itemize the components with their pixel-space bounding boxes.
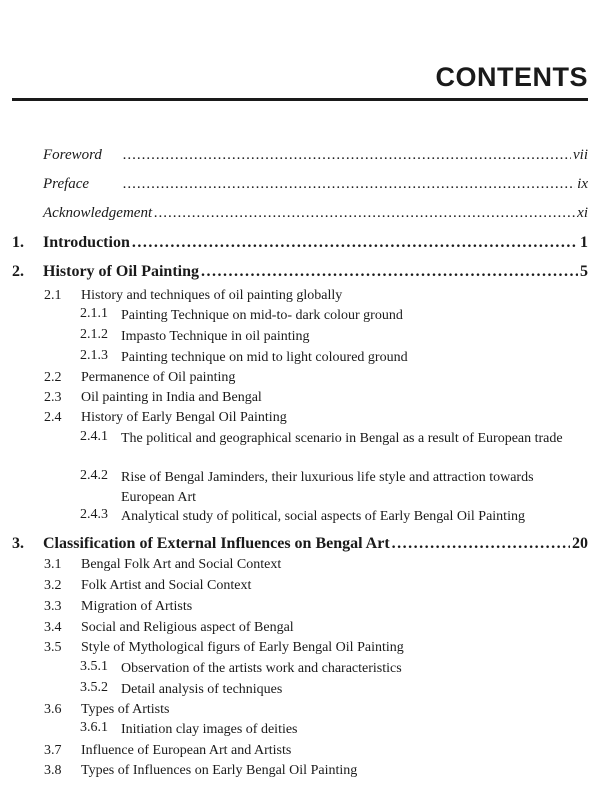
section-title: Style of Mythological figurs of Early Bengal Oil Painting (81, 640, 404, 655)
entry-page: xi (577, 205, 588, 221)
section-title: Types of Artists (81, 702, 170, 717)
section-title: Oil painting in India and Bengal (81, 390, 262, 405)
section-number: 3.1 (44, 557, 62, 572)
toc-subsection[interactable] (80, 306, 588, 326)
chapter-number: 1. (12, 234, 24, 251)
section-title: Observation of the artists work and characteristics (121, 661, 402, 676)
section-title: Analytical study of political, social aspects of Early Bengal Oil Painting (121, 509, 525, 524)
entry-label: Foreword (43, 147, 102, 163)
dot-leader (123, 176, 575, 193)
entry-page: vii (573, 147, 588, 163)
section-title: History and techniques of oil painting globally (81, 288, 343, 303)
toc-section[interactable] (44, 599, 588, 615)
section-number: 3.4 (44, 620, 62, 635)
section-title: Painting technique on mid to light coloured ground (121, 350, 408, 365)
section-number: 2.4.1 (80, 429, 108, 444)
section-number: 3.5 (44, 640, 62, 655)
section-title: Initiation clay images of deities (121, 722, 298, 737)
section-title: Permanence of Oil painting (81, 370, 236, 385)
toc-chapter-1[interactable] (12, 234, 588, 252)
section-title: History of Early Bengal Oil Painting (81, 410, 287, 425)
toc-entry-preface[interactable] (43, 176, 588, 193)
dot-leader (201, 263, 578, 281)
section-title: Impasto Technique in oil painting (121, 329, 310, 344)
section-title: Folk Artist and Social Context (81, 578, 252, 593)
toc-subsection[interactable] (80, 720, 588, 740)
section-title: Social and Religious aspect of Bengal (81, 620, 294, 635)
section-title: Rise of Bengal Jaminders, their luxurious life style and attraction towards European Art (121, 470, 534, 505)
section-number: 2.1.3 (80, 348, 108, 363)
section-title: Bengal Folk Art and Social Context (81, 557, 282, 572)
chapter-title: History of Oil Painting (43, 263, 199, 280)
section-title: Migration of Artists (81, 599, 193, 614)
section-number: 2.3 (44, 390, 62, 405)
section-number: 3.5.2 (80, 680, 108, 695)
chapter-number: 2. (12, 263, 24, 280)
entry-label: Preface (43, 176, 90, 192)
toc-section[interactable] (44, 410, 588, 426)
section-title: Types of Influences on Early Bengal Oil Painting (81, 763, 358, 778)
toc-section[interactable] (44, 640, 588, 656)
section-title: Detail analysis of techniques (121, 682, 283, 697)
section-number: 3.2 (44, 578, 62, 593)
toc-section[interactable] (44, 702, 588, 718)
toc-chapter-3[interactable] (12, 535, 588, 553)
dot-leader (123, 147, 571, 164)
toc-subsection[interactable] (80, 507, 588, 527)
toc-subsection[interactable] (80, 680, 588, 700)
section-number: 2.1 (44, 288, 62, 303)
section-number: 3.6.1 (80, 720, 108, 735)
toc-subsection[interactable] (80, 468, 588, 508)
toc-section[interactable] (44, 557, 588, 573)
chapter-page: 20 (572, 535, 588, 552)
section-number: 3.3 (44, 599, 62, 614)
toc-chapter-2[interactable] (12, 263, 588, 281)
section-number: 3.6 (44, 702, 62, 717)
section-number: 2.1.1 (80, 306, 108, 321)
section-number: 2.4 (44, 410, 62, 425)
entry-page: ix (577, 176, 588, 192)
toc-subsection[interactable] (80, 659, 588, 679)
chapter-title: Introduction (43, 234, 130, 251)
toc-section[interactable] (44, 763, 588, 779)
section-number: 2.4.3 (80, 507, 108, 522)
toc-section[interactable] (44, 620, 588, 636)
title-rule (12, 98, 588, 101)
entry-label: Acknowledgement (43, 205, 153, 221)
toc-entry-foreword[interactable] (43, 147, 588, 164)
section-number: 3.7 (44, 743, 62, 758)
page-title: CONTENTS (435, 62, 588, 92)
section-title: Influence of European Art and Artists (81, 743, 292, 758)
chapter-title: Classification of External Influences on Bengal Art (43, 535, 390, 552)
toc-entry-acknowledgement[interactable] (43, 205, 588, 222)
dot-leader (154, 205, 575, 222)
section-number: 3.5.1 (80, 659, 108, 674)
toc-section[interactable] (44, 370, 588, 386)
toc-subsection[interactable] (80, 429, 588, 449)
toc-subsection[interactable] (80, 348, 588, 368)
dot-leader (392, 535, 570, 553)
section-number: 3.8 (44, 763, 62, 778)
section-number: 2.2 (44, 370, 62, 385)
section-title: The political and geographical scenario in Bengal as a result of European trade (121, 431, 563, 446)
toc-section[interactable] (44, 578, 588, 594)
toc-subsection[interactable] (80, 327, 588, 347)
section-number: 2.4.2 (80, 468, 108, 483)
dot-leader (132, 234, 578, 252)
toc-section[interactable] (44, 743, 588, 759)
section-title: Painting Technique on mid-to- dark colour ground (121, 308, 403, 323)
chapter-number: 3. (12, 535, 24, 552)
chapter-page: 5 (580, 263, 588, 280)
toc-section[interactable] (44, 288, 588, 304)
section-number: 2.1.2 (80, 327, 108, 342)
toc-section[interactable] (44, 390, 588, 406)
chapter-page: 1 (580, 234, 588, 251)
